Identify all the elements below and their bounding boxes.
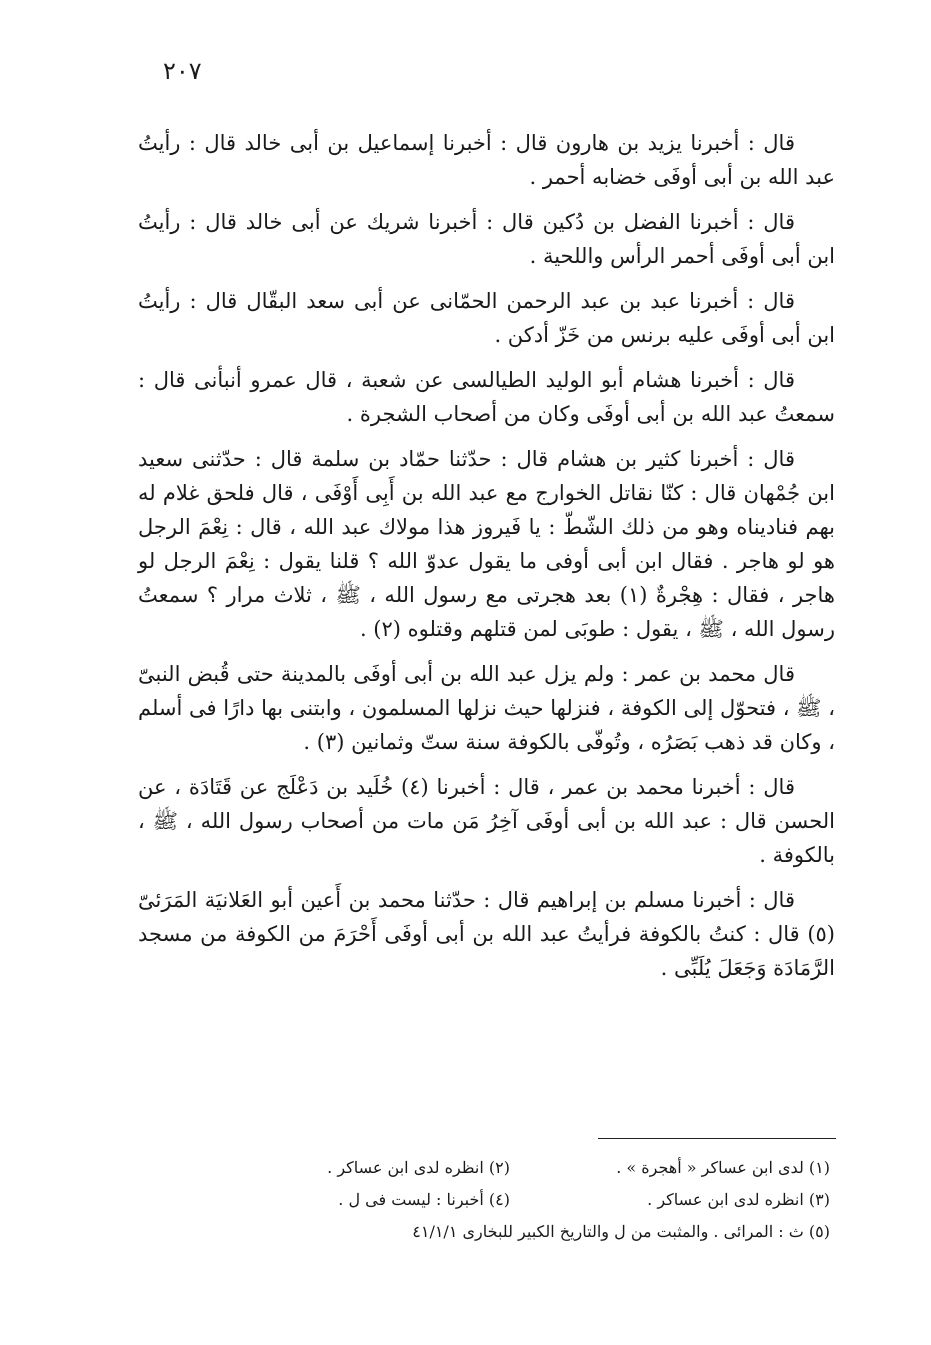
- paragraph-1: قال : أخبرنا يزيد بن هارون قال : أخبرنا إسماعيل بن أبى خالد قال : رأيتُ عبد الله بن أبى أوفَى خضابه أحمر .: [138, 131, 835, 189]
- paragraph-3: قال : أخبرنا عبد بن عبد الرحمن الحمّانى عن أبى سعد البقّال قال : رأيتُ ابن أبى أوفَى عليه برنس من خَزّ أدكن .: [138, 289, 835, 347]
- footnote-3: (٣) انظره لدى ابن عساكر .: [647, 1190, 830, 1209]
- page-number: ٢٠٧: [163, 57, 202, 85]
- footnote-2: (٢) انظره لدى ابن عساكر .: [327, 1158, 510, 1177]
- paragraph-6: قال محمد بن عمر : ولم يزل عبد الله بن أبى أوفَى بالمدينة حتى قُبض النبىّ ، ﷺ ، فتحوّل إلى الكوفة ، فنزلها حيث نزلها المسلمون ، وابتنى بها دارًا فى أسلم ، وكان قد ذهب بَصَرُه ، وتُوفّى بالكوفة سنة ستّ وثمانين (٣) .: [138, 662, 835, 754]
- paragraph-8: قال : أخبرنا مسلم بن إبراهيم قال : حدّثنا محمد بن أَعين أبو العَلانيَة المَرَئىّ (٥) قال : كنتُ بالكوفة فرأيتُ عبد الله بن أبى أوفَى أَحْرَمَ من الكوفة من مسجد الرَّمَادَة وَجَعَلَ يُلَبِّى .: [138, 888, 835, 980]
- footnotes: [190, 1152, 830, 1248]
- footnote-row-1: [190, 1152, 830, 1184]
- footnote-1: (١) لدى ابن عساكر « أهجرة » .: [616, 1158, 830, 1177]
- paragraph-4: قال : أخبرنا هشام أبو الوليد الطيالسى عن شعبة ، قال عمرو أنبأنى قال : سمعتُ عبد الله بن أبى أوفَى وكان من أصحاب الشجرة .: [138, 368, 835, 426]
- paragraph-2: قال : أخبرنا الفضل بن دُكين قال : أخبرنا شريك عن أبى خالد قال : رأيتُ ابن أبى أوفَى أحمر الرأس واللحية .: [138, 210, 835, 268]
- paragraph-7: قال : أخبرنا محمد بن عمر ، قال : أخبرنا (٤) خُلَيد بن دَعْلَج عن قَتَادَة ، عن الحسن قال : عبد الله بن أبى أوفَى آخِرُ مَن مات من أصحاب رسول الله ، ﷺ ، بالكوفة .: [138, 775, 835, 867]
- footnote-4: (٤) أخبرنا : ليست فى ل .: [338, 1190, 510, 1209]
- main-text: [138, 126, 835, 996]
- footnote-divider: [598, 1138, 836, 1139]
- footnote-row-2: [190, 1184, 830, 1216]
- footnote-5: (٥) ث : المرائى . والمثبت من ل والتاريخ الكبير للبخارى ٤١/١/١: [412, 1222, 830, 1241]
- paragraph-5: قال : أخبرنا كثير بن هشام قال : حدّثنا حمّاد بن سلمة قال : حدّثنى سعيد ابن جُمْهان قال : كنّا نقاتل الخوارج مع عبد الله بن أَبِى أَوْفَى ، قال فلحق غلام له بهم فناديناه وهو من ذلك الشّطّ : يا فَيروز هذا مولاك عبد الله ، قال : نِعْمَ الرجل هو لو هاجر . فقال ابن أبى أوفى ما يقول عدوّ الله ؟ قلنا يقول : نِعْمَ الرجل لو هاجر ، فقال : هِجْرةٌ (١) بعد هجرتى مع رسول الله ، ﷺ ، ثلاث مرار ؟ سمعتُ رسول الله ، ﷺ ، يقول : طوبَى لمن قتلهم وقتلوه (٢) .: [138, 447, 835, 641]
